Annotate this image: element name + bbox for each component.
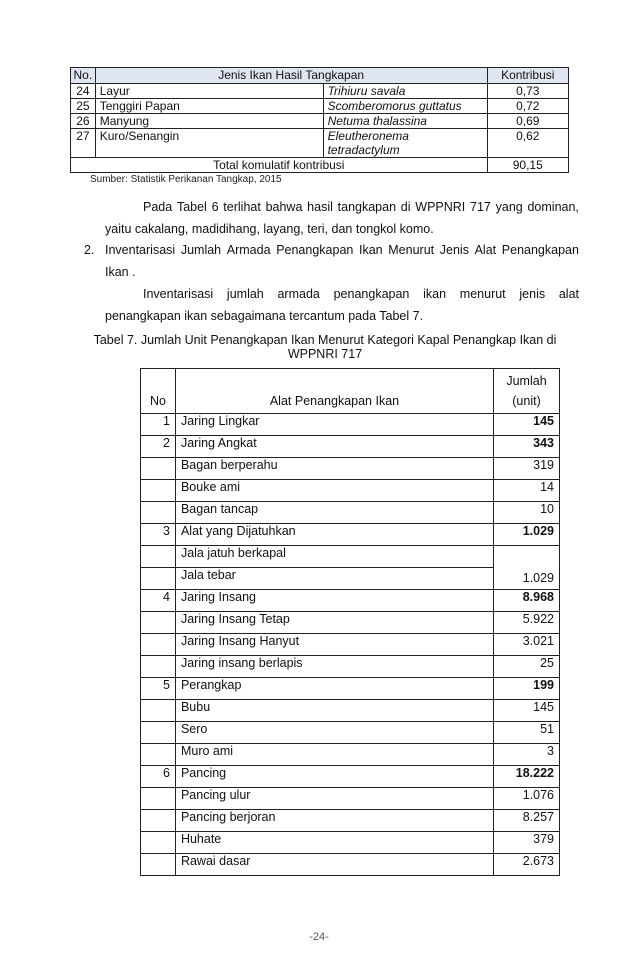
row-no: 1 [141,414,176,436]
table-row [141,480,560,502]
row-jumlah: 145 [494,414,560,436]
row-alat: Bouke ami [175,480,493,502]
word: penangkapan [333,287,410,301]
row-latin: Eleutheronema tetradactylum [323,129,487,158]
table-row [141,854,560,876]
row-alat: Jaring Angkat [175,436,493,458]
row-jumlah: 145 [494,700,560,722]
row-alat: Pancing [175,766,493,788]
row-no [141,810,176,832]
table-row [141,722,560,744]
row-alat: Perangkap [175,678,493,700]
row-no [141,656,176,678]
word: terlihat [223,200,261,214]
word: bahwa [265,200,303,214]
row-no: 6 [141,766,176,788]
word: Penangkapan [276,243,354,257]
word: 6 [211,200,219,214]
row-no [141,744,176,766]
table-7 [140,368,560,876]
row-alat: Rawai dasar [175,854,493,876]
row-no [141,788,176,810]
row-alat: Muro ami [175,744,493,766]
table-row [141,832,560,854]
word: Inventarisasi [105,243,176,257]
word: di [400,200,411,214]
paragraph-2-line-1 [143,287,579,301]
row-alat: Huhate [175,832,493,854]
table-row [141,634,560,656]
row-alat: Jaring insang berlapis [175,656,493,678]
row-jumlah: 199 [494,678,560,700]
table-row [141,414,560,436]
table-7-caption [90,333,560,361]
row-latin: Trihiuru savala [323,84,487,99]
row-no [141,634,176,656]
row-jumlah: 14 [494,480,560,502]
word: Alat [474,243,497,257]
row-jumlah: 8.257 [494,810,560,832]
word: hasil [307,200,333,214]
row-no: 26 [71,114,96,129]
table-row [71,114,569,129]
row-jumlah: 3.021 [494,634,560,656]
word: Pada [143,200,173,214]
row-no: 24 [71,84,96,99]
row-jumlah: 25 [494,656,560,678]
header-jenis: Jenis Ikan Hasil Tangkapan [95,68,487,84]
header-jumlah-label: Jumlah [506,374,547,388]
table-row [141,656,560,678]
row-jenis: Manyung [95,114,323,129]
row-alat: Bagan berperahu [175,458,493,480]
row-no [141,700,176,722]
word: menurut [459,287,506,301]
word: alat [558,287,579,301]
word: Menurut [388,243,435,257]
header-jumlah [494,369,560,414]
row-alat: Alat yang Dijatuhkan [175,524,493,546]
list-number-2: 2. [84,243,95,257]
row-alat: Jala jatuh berkapal [175,546,493,568]
row-no [141,612,176,634]
row-alat: Sero [175,722,493,744]
list-item-2-line-2: Ikan . [105,265,136,279]
word: Tabel [176,200,207,214]
word: 717 [470,200,491,214]
word: Jumlah [180,243,222,257]
table-7-header [141,369,560,414]
row-no: 2 [141,436,176,458]
word: Ikan [358,243,383,257]
row-latin: Scomberomorus guttatus [323,99,487,114]
table-row [71,129,569,158]
row-kontribusi: 0,62 [487,129,568,158]
row-no: 3 [141,524,176,546]
table-6-total-row [71,158,569,173]
row-alat: Jaring Insang Tetap [175,612,493,634]
table-row [71,84,569,99]
row-alat: Pancing ulur [175,788,493,810]
row-jumlah: 1.029 [494,524,560,546]
table-6-header [71,68,569,84]
header-unit-label: (unit) [512,394,541,408]
page-number: -24- [309,931,329,943]
row-no [141,546,176,568]
word: yang [495,200,523,214]
word: Inventarisasi [143,287,214,301]
caption-line-1: Tabel 7. Jumlah Unit Penangkapan Ikan Menurut Kategori Kapal Penangkap Ikan di [93,333,557,347]
word: Penangkapan [501,243,579,257]
row-kontribusi: 0,72 [487,99,568,114]
paragraph-2-line-2: penangkapan ikan sebagaimana tercantum pada Tabel 7. [105,309,424,323]
row-jumlah: 10 [494,502,560,524]
total-label: Total komulatif kontribusi [71,158,488,173]
row-no: 4 [141,590,176,612]
row-jumlah: 8.968 [494,590,560,612]
caption-line-2: WPPNRI 717 [287,347,363,361]
word: Jenis [439,243,469,257]
word: jenis [519,287,546,301]
row-alat: Pancing berjoran [175,810,493,832]
row-jenis: Tenggiri Papan [95,99,323,114]
row-no [141,568,176,590]
row-jumlah: 51 [494,722,560,744]
table-row [141,458,560,480]
row-jumlah: 2.673 [494,854,560,876]
word: ikan [423,287,447,301]
row-kontribusi: 0,73 [487,84,568,99]
row-jumlah: 1.029 [494,546,560,590]
row-jumlah: 1.076 [494,788,560,810]
header-no: No. [71,68,96,84]
row-alat: Jaring Insang Hanyut [175,634,493,656]
paragraph-1-line-1 [143,200,579,214]
row-alat: Bubu [175,700,493,722]
row-no [141,854,176,876]
table-row [141,700,560,722]
word: dominan, [527,200,579,214]
table-row [141,502,560,524]
row-jumlah: 5.922 [494,612,560,634]
row-no [141,458,176,480]
row-kontribusi: 0,69 [487,114,568,129]
table-row [141,612,560,634]
row-alat: Jaring Lingkar [175,414,493,436]
header-alat: Alat Penangkapan Ikan [175,369,493,414]
table-source: Sumber: Statistik Perikanan Tangkap, 2015 [90,174,282,185]
row-jumlah: 343 [494,436,560,458]
word: tangkapan [337,200,397,214]
table-row [141,546,560,568]
list-item-2-line-1 [105,243,579,257]
header-kontribusi: Kontribusi [487,68,568,84]
table-row [141,744,560,766]
table-6-continued [70,67,569,173]
table-row [71,99,569,114]
row-no: 27 [71,129,96,158]
row-no: 5 [141,678,176,700]
row-no [141,832,176,854]
row-no [141,502,176,524]
table-row [141,810,560,832]
table-row [141,678,560,700]
row-jenis: Layur [95,84,323,99]
word: jumlah [226,287,264,301]
row-alat: Jaring Insang [175,590,493,612]
row-jumlah: 3 [494,744,560,766]
word: armada [277,287,320,301]
row-jumlah: 319 [494,458,560,480]
table-row [141,788,560,810]
table-row [141,436,560,458]
table-row [141,524,560,546]
row-jumlah: 379 [494,832,560,854]
row-no [141,722,176,744]
table-row [141,590,560,612]
table-row [141,766,560,788]
row-jenis: Kuro/Senangin [95,129,323,158]
paragraph-1-line-2: yaitu cakalang, madidihang, layang, teri, dan tongkol komo. [105,222,434,236]
word: Armada [226,243,271,257]
word: WPPNRI [415,200,466,214]
header-no: No [141,369,176,414]
row-latin: Netuma thalassina [323,114,487,129]
total-value: 90,15 [487,158,568,173]
row-no: 25 [71,99,96,114]
row-no [141,480,176,502]
row-alat: Jala tebar [175,568,493,590]
row-jumlah: 18.222 [494,766,560,788]
row-alat: Bagan tancap [175,502,493,524]
